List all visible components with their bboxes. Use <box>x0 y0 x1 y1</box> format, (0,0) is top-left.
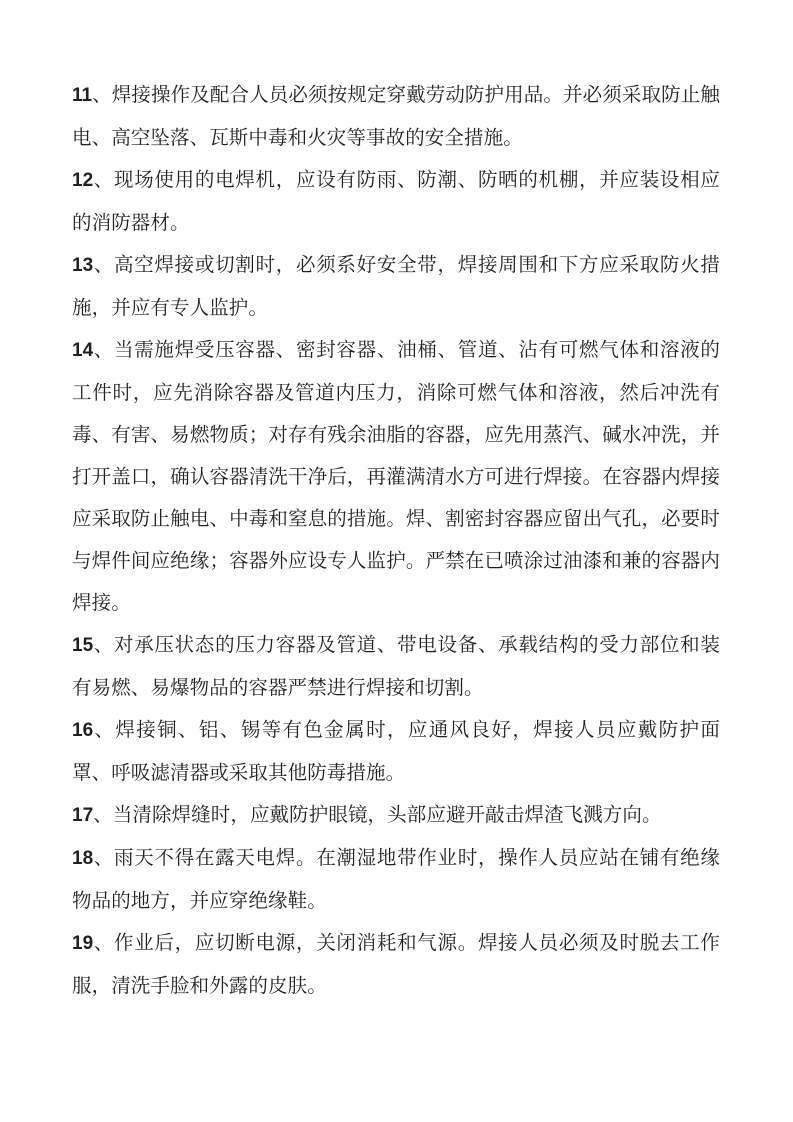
clause-number-separator: 、 <box>93 338 114 361</box>
clause-text: 当需施焊受压容器、密封容器、油桶、管道、沾有可燃气体和溶液的工件时，应先消除容器及管道内压力，消除可燃气体和溶液，然后冲洗有毒、有害、易燃物质；对存有残余油脂的容器，应先用蒸汽、碱水冲洗，并打开盖口，确认容器清洗干净后，再灌满清水方可进行焊接。在容器内焊接应采取防止触电、中毒和窒息的措施。焊、割密封容器应留出气孔，必要时与焊件间应绝缘；容器外应设专人监护。严禁在已喷涂过油漆和兼的容器内焊接。 <box>72 338 720 614</box>
clause-paragraph <box>72 794 720 837</box>
clause-number: 15 <box>72 635 94 656</box>
clause-text: 高空焊接或切割时，必须系好安全带，焊接周围和下方应采取防火措施，并应有专人监护。 <box>72 253 720 319</box>
clause-number-separator: 、 <box>93 253 114 276</box>
clause-number-separator: 、 <box>92 83 112 106</box>
document-body <box>72 74 720 1007</box>
clause-text: 现场使用的电焊机，应设有防雨、防潮、防晒的机棚，并应装设相应的消防器材。 <box>72 168 720 234</box>
clause-number: 13 <box>72 255 94 276</box>
clause-text: 雨天不得在露天电焊。在潮湿地带作业时，操作人员应站在铺有绝缘物品的地方，并应穿绝缘鞋。 <box>72 846 720 912</box>
clause-text: 焊接操作及配合人员必须按规定穿戴劳动防护用品。并必须采取防止触电、高空坠落、瓦斯中毒和火灾等事故的安全措施。 <box>72 83 720 149</box>
clause-paragraph <box>72 159 720 244</box>
clause-number-separator: 、 <box>93 168 114 191</box>
clause-number: 18 <box>72 848 94 869</box>
clause-paragraph <box>72 837 720 922</box>
clause-number-separator: 、 <box>93 931 114 954</box>
clause-number-separator: 、 <box>93 718 116 741</box>
clause-paragraph <box>72 709 720 794</box>
clause-number: 16 <box>72 720 94 741</box>
clause-text: 对承压状态的压力容器及管道、带电设备、承载结构的受力部位和装有易燃、易爆物品的容器严禁进行焊接和切割。 <box>72 633 720 699</box>
clause-paragraph <box>72 74 720 159</box>
clause-paragraph <box>72 329 720 624</box>
clause-paragraph <box>72 244 720 329</box>
clause-number-separator: 、 <box>93 803 113 826</box>
clause-number: 19 <box>72 933 94 954</box>
clause-text: 焊接铜、铝、锡等有色金属时，应通风良好，焊接人员应戴防护面罩、呼吸滤清器或采取其他防毒措施。 <box>72 718 720 784</box>
clause-number-separator: 、 <box>93 633 114 656</box>
clause-number: 14 <box>72 340 94 361</box>
clause-number: 12 <box>72 170 94 191</box>
clause-paragraph <box>72 922 720 1007</box>
clause-number-separator: 、 <box>93 846 114 869</box>
clause-text: 作业后，应切断电源，关闭消耗和气源。焊接人员必须及时脱去工作服，清洗手脸和外露的皮肤。 <box>72 931 720 997</box>
clause-number: 17 <box>72 805 94 826</box>
clause-text: 当清除焊缝时，应戴防护眼镜，头部应避开敲击焊渣飞溅方向。 <box>112 803 662 826</box>
clause-number: 11 <box>72 85 93 106</box>
clause-paragraph <box>72 624 720 709</box>
